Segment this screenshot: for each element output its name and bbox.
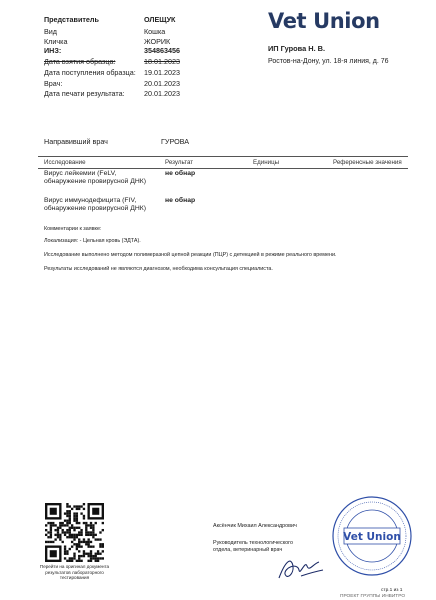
row-test: Вирус лейкемии (FeLV, обнаружение провирусной ДНК): [44, 170, 146, 186]
col-reference: Референсные значения: [333, 159, 402, 166]
field-label: Дата поступления образца:: [44, 68, 136, 77]
field-value: 20.01.2023: [144, 79, 180, 88]
signature-icon: [275, 552, 327, 584]
field-label: Кличка: [44, 37, 68, 46]
qr-caption: Перейти на оригинал документа результатов лабораторного тестирования: [39, 564, 110, 580]
row-result: не обнар: [165, 197, 196, 204]
table-row: [44, 197, 164, 213]
field-label: Вид: [44, 27, 58, 36]
row-result: не обнар: [165, 170, 196, 177]
watermark-text: ПРОЕКТ ГРУППЫ ИНВИТРО: [340, 594, 406, 599]
stamp-logo-text: Vet Union: [343, 531, 401, 543]
col-result: Результат: [165, 159, 194, 166]
field-label: Врач:: [44, 79, 63, 88]
disclaimer-text: Результаты исследований не являются диагнозом, необходима консультация специалиста.: [44, 266, 273, 272]
field-label: ИНЗ:: [44, 46, 62, 55]
col-units: Единицы: [253, 159, 280, 166]
stamp-icon: [331, 495, 413, 577]
referring-doctor-value: ГУРОВА: [161, 137, 190, 146]
field-label: Представитель: [44, 15, 99, 24]
table-row: [44, 170, 159, 186]
field-label: Дата печати результата:: [44, 89, 125, 98]
lab-address: Ростов-на-Дону, ул. 18-я линия, д. 76: [268, 58, 389, 65]
field-value: 20.01.2023: [144, 89, 180, 98]
field-value: ЖОРИК: [144, 37, 171, 46]
table-header-rule: [38, 168, 408, 169]
field-value: 19.01.2023: [144, 68, 180, 77]
localization-text: Локализация: - Цельная кровь (ЭДТА).: [44, 238, 141, 244]
page-number: стр.1 из 1: [381, 588, 403, 593]
field-value: 18.01.2023: [144, 57, 180, 66]
row-test: Вирус иммунодефицита (FIV, обнаружение провирусной ДНК): [44, 197, 146, 213]
field-value: ОЛЕЩУК: [144, 15, 176, 24]
comments-label: Комментарии к заявке:: [44, 226, 102, 232]
col-test: Исследование: [44, 159, 86, 166]
method-text: Исследование выполнено методом полимеразной цепной реакции (ПЦР) с детекцией в режиме реального времени.: [44, 252, 337, 258]
qr-code-icon[interactable]: [45, 503, 104, 562]
table-top-rule: [38, 156, 408, 157]
signer-title-line-2: отдела, ветеринарный врач: [213, 547, 283, 553]
field-value: 354863456: [144, 46, 180, 55]
signer-title-line-1: Руководитель технологического: [213, 540, 294, 546]
field-label: Дата взятия образца:: [44, 57, 116, 66]
lab-name: ИП Гурова Н. В.: [268, 44, 326, 53]
referring-doctor-label: Направивший врач: [44, 137, 108, 146]
signer-name: Аксёнчик Михаил Александрович: [213, 523, 297, 529]
field-value: Кошка: [144, 27, 166, 36]
vet-union-logo: Vet Union: [268, 9, 380, 33]
